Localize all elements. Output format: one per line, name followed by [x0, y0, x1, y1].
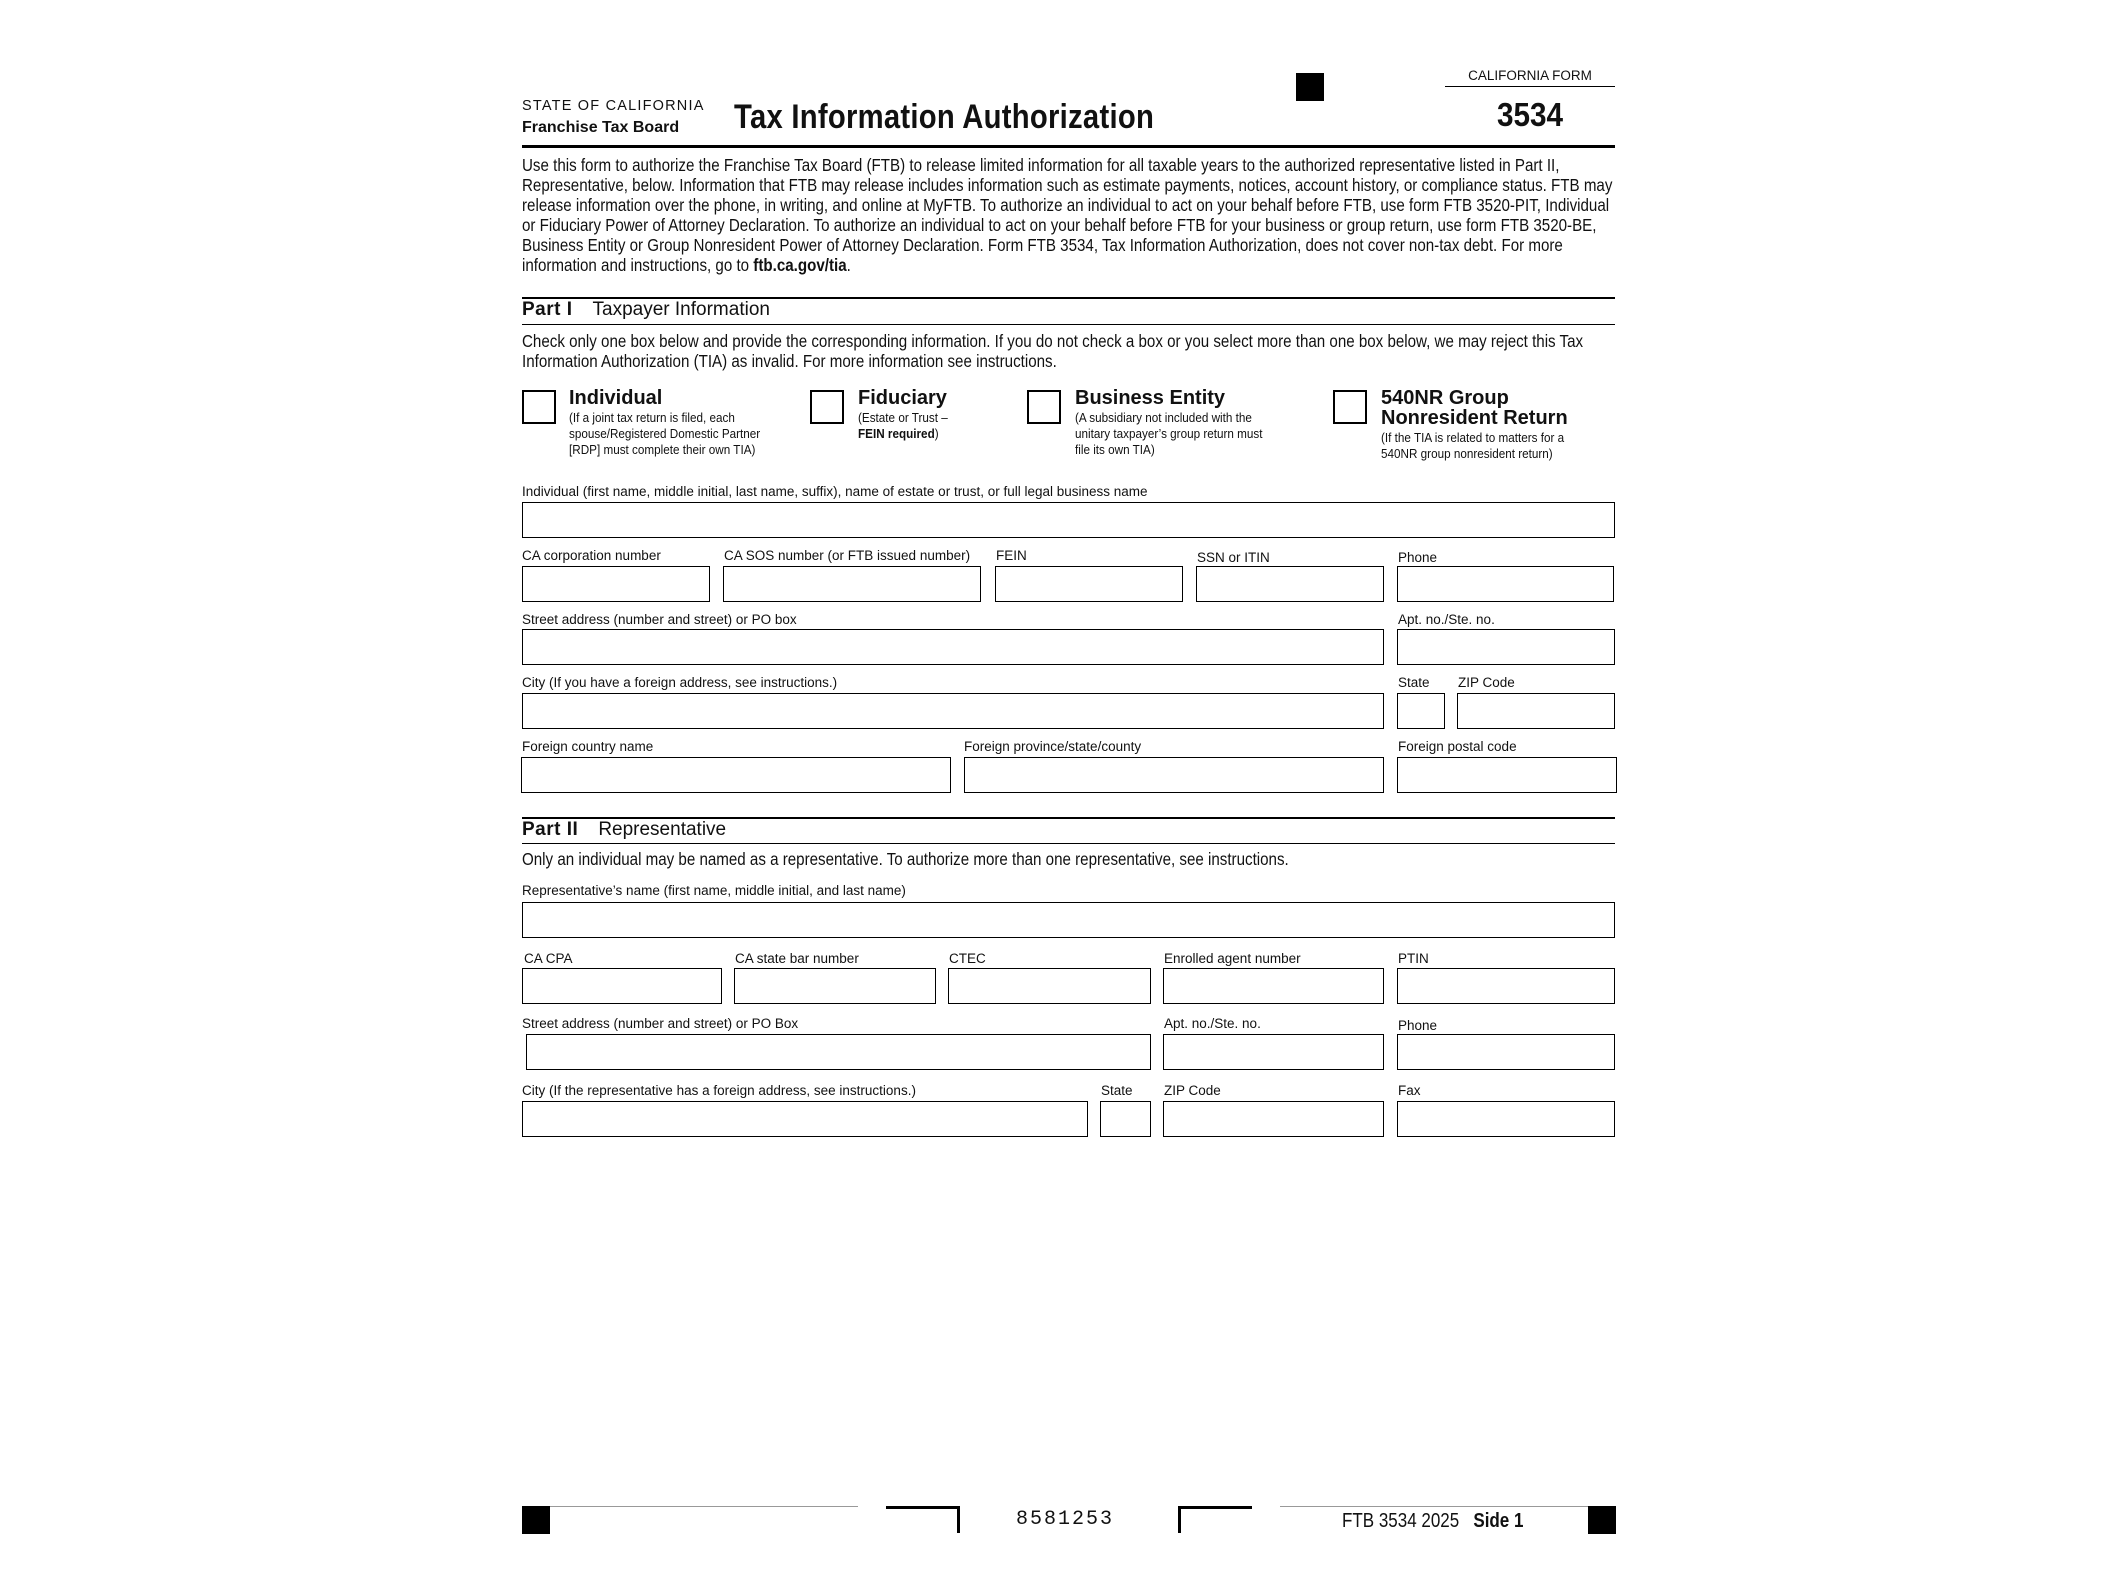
ftb-link[interactable]: ftb.ca.gov/tia [753, 255, 847, 275]
foreign-province-label: Foreign province/state/county [964, 739, 1142, 754]
california-form-label: CALIFORNIA FORM [1468, 68, 1592, 83]
rep-phone-field[interactable] [1397, 1034, 1615, 1070]
ptin-label: PTIN [1398, 951, 1429, 966]
ca-corp-label: CA corporation number [522, 548, 661, 563]
ctec-field[interactable] [948, 968, 1151, 1004]
ssn-field[interactable] [1196, 566, 1384, 602]
corner-mark [886, 1506, 960, 1533]
state-field[interactable] [1397, 693, 1445, 729]
rep-phone-label: Phone [1398, 1018, 1438, 1033]
bar-field[interactable] [734, 968, 936, 1004]
individual-checkbox[interactable] [522, 390, 556, 424]
group-nonresident-checkbox[interactable] [1333, 390, 1367, 424]
part2-heading: Part II Representative [522, 819, 727, 840]
ptin-field[interactable] [1397, 968, 1615, 1004]
registration-mark [1588, 1506, 1616, 1534]
rep-city-field[interactable] [522, 1101, 1088, 1137]
fein-label: FEIN [996, 548, 1027, 563]
fiduciary-option: Fiduciary (Estate or Trust – FEIN required) [858, 387, 948, 441]
header-rule [522, 145, 1615, 148]
zip-label: ZIP Code [1458, 675, 1515, 690]
rep-name-label: Representative’s name (first name, middle initial, and last name) [522, 883, 906, 898]
fiduciary-checkbox[interactable] [810, 390, 844, 424]
registration-mark [1296, 73, 1324, 101]
part2-rule-bottom [522, 843, 1615, 844]
rep-zip-label: ZIP Code [1164, 1083, 1221, 1098]
ca-corp-field[interactable] [522, 566, 710, 602]
phone-label: Phone [1398, 550, 1438, 565]
ssn-label: SSN or ITIN [1197, 550, 1270, 565]
ctec-label: CTEC [949, 951, 986, 966]
city-field[interactable] [522, 693, 1384, 729]
bar-label: CA state bar number [735, 951, 859, 966]
page-title: Tax Information Authorization [734, 98, 1155, 136]
rep-city-label: City (If the representative has a foreign address, see instructions.) [522, 1083, 916, 1098]
fein-field[interactable] [995, 566, 1183, 602]
city-label: City (If you have a foreign address, see instructions.) [522, 675, 838, 690]
enrolled-field[interactable] [1163, 968, 1384, 1004]
footer-rule [550, 1506, 858, 1507]
footer-form-id: FTB 3534 2025 Side 1 [1342, 1510, 1524, 1532]
foreign-country-label: Foreign country name [522, 739, 654, 754]
corner-mark [1178, 1506, 1252, 1533]
taxpayer-name-field[interactable] [522, 502, 1615, 538]
rep-state-label: State [1101, 1083, 1133, 1098]
ca-sos-label: CA SOS number (or FTB issued number) [724, 548, 971, 563]
foreign-province-field[interactable] [964, 757, 1384, 793]
form-number: 3534 [1496, 96, 1564, 133]
apt-label: Apt. no./Ste. no. [1398, 612, 1495, 627]
rep-fax-field[interactable] [1397, 1101, 1615, 1137]
intro-text: Use this form to authorize the Franchise Tax Board (FTB) to release limited information for all taxable years to the authorized representative listed in Part II, Representative, below. Information that FTB may release includes information such as estimate payments, notices, account history, or compliance status. FTB may release information over the phone, in writing, and online at MyFTB. To authorize an individual to act on your behalf before FTB, use form FTB 3520-PIT, Individual or Fiduciary Power of Attorney Declaration. To authorize an individual to act on your behalf before FTB for your business or group return, use form FTB 3520-BE, Business Entity or Group Nonresident Power of Attorney Declaration. Form FTB 3534, Tax Information Authorization, does not cover non-tax debt. For more information and instructions, go to ftb.ca.gov/tia. [522, 155, 1613, 275]
enrolled-label: Enrolled agent number [1164, 951, 1301, 966]
taxpayer-name-label: Individual (first name, middle initial, last name, suffix), name of estate or trust, or full legal business name [522, 484, 1148, 499]
part2-note: Only an individual may be named as a representative. To authorize more than one representative, see instructions. [522, 849, 1289, 869]
apt-field[interactable] [1397, 629, 1615, 665]
ca-sos-field[interactable] [723, 566, 981, 602]
rep-state-field[interactable] [1100, 1101, 1151, 1137]
group-nonresident-option: 540NR Group Nonresident Return (If the TIA is related to matters for a 540NR group nonresident return) [1381, 387, 1568, 461]
zip-field[interactable] [1457, 693, 1615, 729]
foreign-postal-label: Foreign postal code [1398, 739, 1517, 754]
foreign-postal-field[interactable] [1397, 757, 1617, 793]
business-entity-option: Business Entity (A subsidiary not included with the unitary taxpayer’s group return must file its own TIA) [1075, 387, 1263, 457]
footer-rule [1280, 1506, 1588, 1507]
rep-street-label: Street address (number and street) or PO Box [522, 1016, 799, 1031]
barcode-number: 8581253 [1016, 1508, 1115, 1531]
rep-apt-field[interactable] [1163, 1034, 1384, 1070]
state-label: STATE OF CALIFORNIA [522, 98, 705, 114]
rep-zip-field[interactable] [1163, 1101, 1384, 1137]
individual-option: Individual (If a joint tax return is filed, each spouse/Registered Domestic Partner [RDP] must complete their own TIA) [569, 387, 761, 457]
rep-fax-label: Fax [1398, 1083, 1421, 1098]
part1-instructions: Check only one box below and provide the corresponding information. If you do not check a box or you select more than one box below, we may reject this Tax Information Authorization (TIA) as invalid. For more information see instructions. [522, 331, 1584, 371]
rep-street-field[interactable] [526, 1034, 1151, 1070]
state-field-label: State [1398, 675, 1430, 690]
rep-name-field[interactable] [522, 902, 1615, 938]
ca-cpa-label: CA CPA [524, 951, 573, 966]
rep-apt-label: Apt. no./Ste. no. [1164, 1016, 1261, 1031]
part1-rule-bottom [522, 324, 1615, 325]
street-label: Street address (number and street) or PO box [522, 612, 797, 627]
divider [1445, 86, 1615, 87]
foreign-country-field[interactable] [521, 757, 951, 793]
part1-heading: Part I Taxpayer Information [522, 299, 770, 320]
business-entity-checkbox[interactable] [1027, 390, 1061, 424]
ca-cpa-field[interactable] [522, 968, 722, 1004]
registration-mark [522, 1506, 550, 1534]
street-field[interactable] [522, 629, 1384, 665]
phone-field[interactable] [1397, 566, 1614, 602]
agency-label: Franchise Tax Board [522, 119, 680, 136]
